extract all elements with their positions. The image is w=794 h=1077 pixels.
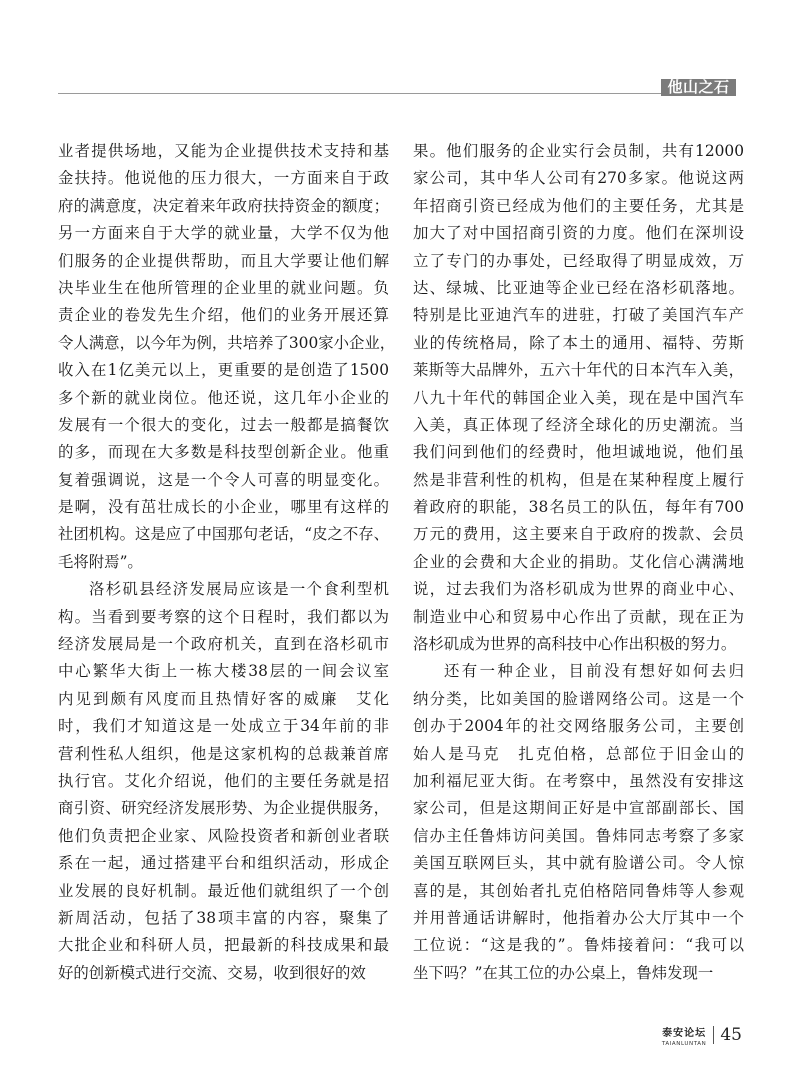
text-line: 特别是比亚迪汽车的进驻，打破了美国汽车产 bbox=[413, 306, 744, 325]
text-line: 创办于2004年的社交网络服务公司，主要创 bbox=[413, 717, 744, 736]
journal-pinyin: TAIANLUNTAN bbox=[661, 1040, 707, 1047]
text-line: 业的传统格局，除了本土的通用、福特、劳斯 bbox=[413, 333, 744, 352]
left-column bbox=[58, 138, 396, 987]
text-line: 还有一种企业，目前没有想好如何去归 bbox=[444, 662, 744, 681]
text-line: 达、绿城、比亚迪等企业已经在洛杉矶落地。 bbox=[413, 278, 744, 297]
text-line: 美国互联网巨头，其中就有脸谱公司。令人惊 bbox=[413, 854, 744, 873]
text-line: 果。他们服务的企业实行会员制，共有12000 bbox=[413, 142, 744, 160]
text-line: 决毕业生在他所管理的企业里的就业问题。负 bbox=[58, 278, 389, 297]
text-line: 洛杉矶成为世界的高科技中心作出积极的努力。 bbox=[413, 635, 737, 654]
text-line: 并用普通话讲解时，他指着办公大厅其中一个 bbox=[413, 908, 744, 927]
journal-name: 泰安论坛 bbox=[662, 1027, 707, 1039]
page-footer bbox=[662, 1018, 742, 1052]
text-line: 内见到颇有风度而且热情好客的威廉 艾化 bbox=[58, 689, 389, 708]
text-line: 商引资、研究经济发展形势、为企业提供服务， bbox=[58, 799, 389, 818]
text-line: 万元的费用，这主要来自于政府的拨款、会员 bbox=[413, 525, 744, 544]
header-rule bbox=[58, 93, 661, 94]
text-line: 制造业中心和贸易中心作出了贡献，现在正为 bbox=[413, 607, 744, 626]
text-line: 然是非营利性的机构，但是在某种程度上履行 bbox=[413, 470, 744, 489]
text-line: 业发展的良好机制。最近他们就组织了一个创 bbox=[58, 881, 389, 900]
text-line: 莱斯等大品牌外，五六十年代的日本汽车入美， bbox=[413, 361, 744, 380]
text-line: 信办主任鲁炜访问美国。鲁炜同志考察了多家 bbox=[413, 826, 744, 845]
footer-divider bbox=[713, 1026, 714, 1044]
text-line: 我们问到他们的经费时，他坦诚地说，他们虽 bbox=[413, 443, 744, 462]
text-line: 执行官。艾化介绍说，他们的主要任务就是招 bbox=[58, 771, 389, 790]
text-line: 营利性私人组织，他是这家机构的总裁兼首席 bbox=[58, 744, 389, 763]
text-line: 毛将附焉”。 bbox=[58, 552, 143, 571]
text-line: 系在一起，通过搭建平台和组织活动，形成企 bbox=[58, 854, 389, 873]
text-line: 家公司，但是这期间正好是中宣部副部长、国 bbox=[413, 799, 744, 818]
right-column bbox=[413, 138, 744, 987]
journal-logo bbox=[662, 1024, 707, 1047]
text-line: 大批企业和科研人员，把最新的科技成果和最 bbox=[58, 936, 389, 955]
text-line: 时，我们才知道这是一处成立于34年前的非 bbox=[58, 717, 389, 736]
text-line: 加大了对中国招商引资的力度。他们在深圳设 bbox=[413, 224, 744, 243]
text-line: 八九十年代的韩国企业入美，现在是中国汽车 bbox=[413, 388, 744, 407]
text-line: 是啊，没有茁壮成长的小企业，哪里有这样的 bbox=[58, 498, 389, 517]
text-line: 中心繁华大街上一栋大楼38层的一间会议室 bbox=[58, 662, 389, 681]
text-line: 着政府的职能，38名员工的队伍，每年有700 bbox=[413, 498, 744, 517]
text-line: 经济发展局是一个政府机关，直到在洛杉矶市 bbox=[58, 635, 389, 654]
text-line: 业者提供场地，又能为企业提供技术支持和基 bbox=[58, 142, 389, 160]
text-line: 府的满意度，决定着来年政府扶持资金的额度； bbox=[58, 196, 389, 215]
text-line: 金扶持。他说他的压力很大，一方面来自于政 bbox=[58, 169, 389, 188]
text-line: 家公司，其中华人公司有270多家。他说这两 bbox=[413, 169, 744, 188]
text-line: 他们负责把企业家、风险投资者和新创业者联 bbox=[58, 826, 389, 845]
text-line: 好的创新模式进行交流、交易，收到很好的效 bbox=[58, 963, 366, 982]
text-line: 多个新的就业岗位。他还说，这几年小企业的 bbox=[58, 388, 389, 407]
text-line: 令人满意，以今年为例，共培养了300家小企业， bbox=[58, 333, 396, 352]
section-label: 他山之石 bbox=[661, 79, 736, 96]
text-line: 说，过去我们为洛杉矶成为世界的商业中心、 bbox=[413, 580, 744, 599]
text-line: 收入在1亿美元以上，更重要的是创造了1500 bbox=[58, 361, 389, 380]
text-line: 另一方面来自于大学的就业量，大学不仅为他 bbox=[58, 224, 389, 243]
text-line: 立了专门的办事处，已经取得了明显成效，万 bbox=[413, 251, 744, 270]
text-line: 们服务的企业提供帮助，而且大学要让他们解 bbox=[58, 251, 389, 270]
text-line: 纳分类，比如美国的脸谱网络公司。这是一个 bbox=[413, 689, 744, 708]
text-line: 发展有一个很大的变化，过去一般都是搞餐饮 bbox=[58, 415, 389, 434]
text-line: 洛杉矶县经济发展局应该是一个食利型机 bbox=[89, 580, 389, 599]
text-line: 入美，真正体现了经济全球化的历史潮流。当 bbox=[413, 415, 744, 434]
text-line: 始人是马克 扎克伯格，总部位于旧金山的 bbox=[413, 744, 744, 763]
text-line: 责企业的卷发先生介绍，他们的业务开展还算 bbox=[58, 306, 389, 325]
text-line: 新周活动，包括了38项丰富的内容，聚集了 bbox=[58, 908, 389, 927]
text-line: 喜的是，其创始者扎克伯格陪同鲁炜等人参观 bbox=[413, 881, 744, 900]
text-line: 企业的会费和大企业的捐助。艾化信心满满地 bbox=[413, 552, 744, 571]
text-line: 年招商引资已经成为他们的主要任务，尤其是 bbox=[413, 196, 744, 215]
text-line: 的多，而现在大多数是科技型创新企业。他重 bbox=[58, 443, 389, 462]
text-line: 加利福尼亚大街。在考察中，虽然没有安排这 bbox=[413, 771, 744, 790]
text-line: 社团机构。这是应了中国那句老话，“皮之不存、 bbox=[58, 525, 390, 544]
text-line: 复着强调说，这是一个令人可喜的明显变化。 bbox=[58, 470, 389, 489]
text-line: 构。当看到要考察的这个日程时，我们都以为 bbox=[58, 607, 389, 626]
page-number: 45 bbox=[720, 1025, 742, 1045]
text-line: 坐下吗？”在其工位的办公桌上，鲁炜发现一 bbox=[413, 963, 714, 982]
text-line: 工位说：“这是我的”。鲁炜接着问：“我可以 bbox=[413, 936, 744, 955]
